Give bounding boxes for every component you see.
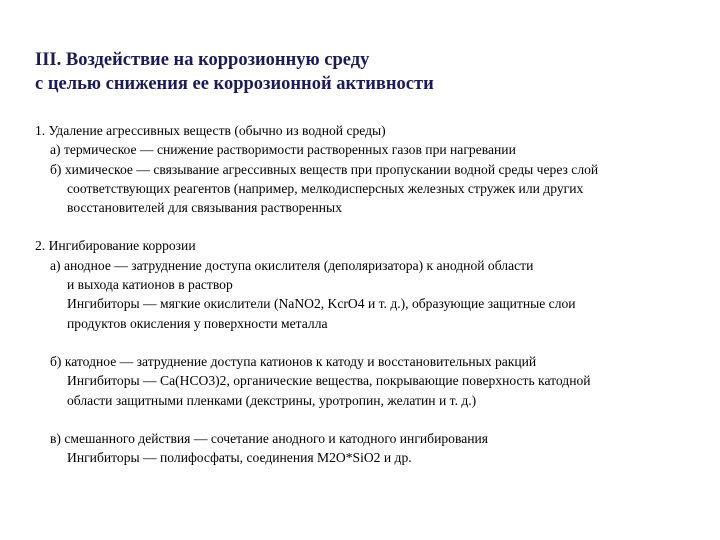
section-1-item-b: б) химическое — связывание агрессивных веществ при пропускании водной среды через слой — [50, 161, 599, 177]
section-2-item-c-inhibitors: Ингибиторы — полифосфаты, соединения M2O*SiO2 и др. — [67, 450, 412, 466]
section-2-item-b-continued: области защитными пленками (декстрины, уротропин, желатин и т. д.) — [67, 392, 477, 408]
section-1-item-b-continued: соответствующих реагентов (например, мелкодисперсных железных стружек или других — [67, 180, 584, 196]
section-2-item-a: а) анодное — затруднение доступа окислителя (деполяризатора) к анодной области — [50, 257, 534, 273]
spacer — [35, 333, 710, 352]
slide-body — [35, 121, 710, 467]
title-line-2: с целью снижения ее коррозионной активности — [35, 74, 434, 94]
spacer — [35, 410, 710, 429]
title-line-1: III. Воздействие на коррозионную среду — [35, 50, 370, 70]
section-2-item-c: в) смешанного действия — сочетание анодного и катодного ингибирования — [50, 430, 489, 446]
section-1-item-a: а) термическое — снижение растворимости растворенных газов при нагревании — [50, 142, 516, 158]
section-2-item-a-continued: и выхода катионов в раствор — [67, 277, 233, 293]
section-2-item-b-inhibitors: Ингибиторы — Ca(HCO3)2, органические вещества, покрывающие поверхность катодной — [67, 373, 591, 389]
section-1-heading: 1. Удаление агрессивных веществ (обычно из водной среды) — [35, 123, 386, 138]
section-1-item-b-continued: восстановителей для связывания растворенных — [67, 200, 342, 216]
section-2-item-a-inhibitors: Ингибиторы — мягкие окислители (NaNO2, KcrO4 и т. д.), образующие защитные слои — [67, 296, 576, 312]
section-2-heading: 2. Ингибирование коррозии — [35, 238, 196, 254]
slide-title — [35, 48, 434, 96]
section-2-item-a-continued: продуктов окисления у поверхности металла — [67, 315, 328, 331]
section-2-item-b: б) катодное — затруднение доступа катионов к катоду и восстановительных ракций — [50, 353, 537, 369]
spacer — [35, 217, 710, 236]
